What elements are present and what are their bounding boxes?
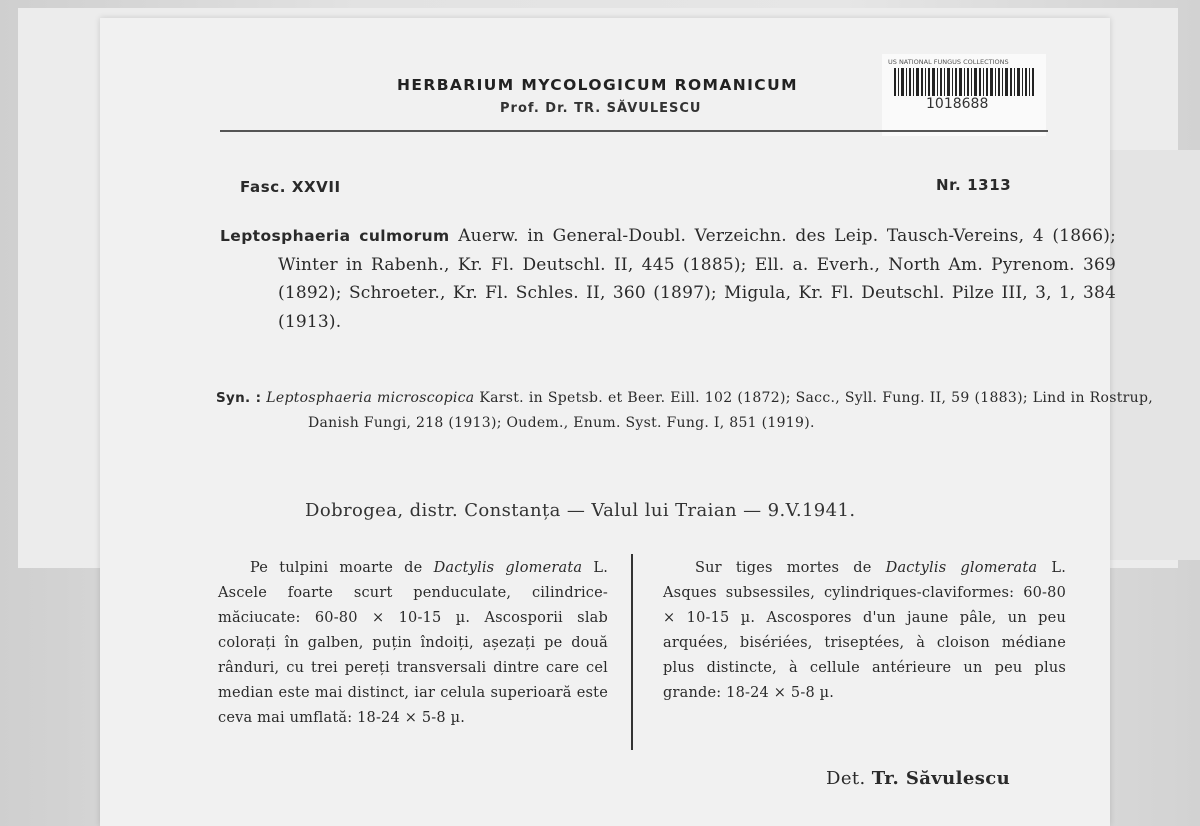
barcode-label (882, 54, 1046, 136)
species-citation-block (220, 222, 1116, 336)
envelope-flap (1100, 150, 1200, 560)
species-name: Leptosphaeria culmorum (220, 227, 450, 245)
fr-host-prefix: Sur tiges mortes de (695, 560, 872, 576)
exsiccata-number: Nr. 1313 (936, 176, 1012, 194)
ro-description-text: Ascele foarte scurt penduculate, cilindrice-măciucate: 60-80 × 10-15 µ. Ascosporii slab colorați în galben, puțin îndoiți, așezați pe două rânduri, cu trei pereți transversali dintre care cel median este mai distinct, iar celula superioară este ceva mai umflată: 18-24 × 5-8 µ. (218, 585, 608, 726)
determiner-prefix: Det. (826, 768, 866, 789)
synonym-citation: Karst. in Spetsb. et Beer. Eill. 102 (1872); Sacc., Syll. Fung. II, 59 (1883); Lind in Rostrup, Danish Fungi, 218 (1913); Oudem., Enum. Syst. Fung. I, 851 (1919). (308, 390, 1153, 431)
herbarium-title: HERBARIUM MYCOLOGICUM ROMANICUM (397, 76, 798, 94)
barcode-number: 1018688 (926, 96, 989, 112)
ro-host-author: L. (593, 560, 609, 576)
ro-host-prefix: Pe tulpini moarte de (250, 560, 423, 576)
determiner-name: Tr. Săvulescu (871, 768, 1011, 789)
column-divider (631, 554, 633, 750)
specimen-label (100, 18, 1153, 826)
fr-description-text: Asques subsessiles, cylindriques-claviformes: 60-80 × 10-15 µ. Ascospores d'un jaune pâle, un peu arquées, bisériées, triseptées, à cloison médiane plus distincte, à cellule antérieure un peu plus grande: 18-24 × 5-8 µ. (663, 585, 1066, 701)
species-citation: Auerw. in General-Doubl. Verzeichn. des Leip. Tausch-Vereins, 4 (1866); Winter in Rabenh., Kr. Fl. Deutschl. II, 445 (1885); Ell. a. Everh., North Am. Pyrenom. 369 (1892); Schroeter., Kr. Fl. Schles. II, 360 (1897); Migula, Kr. Fl. Deutschl. Pilze III, 3, 1, 384 (1913). (278, 226, 1116, 332)
barcode-caption: US NATIONAL FUNGUS COLLECTIONS (888, 58, 1009, 66)
barcode-icon (894, 68, 1034, 96)
synonym-name: Leptosphaeria microscopica (266, 390, 475, 406)
herbarium-subtitle: Prof. Dr. TR. SĂVULESCU (500, 101, 702, 116)
fascicle-number: Fasc. XXVII (240, 178, 341, 196)
synonym-label: Syn. : (216, 390, 262, 406)
synonym-block (216, 386, 1153, 436)
description-french (663, 556, 1066, 706)
ro-host-name: Dactylis glomerata (433, 560, 583, 576)
determiner-line (826, 768, 1010, 789)
fr-host-name: Dactylis glomerata (885, 560, 1038, 576)
collection-locality: Dobrogea, distr. Constanța — Valul lui Traian — 9.V.1941. (305, 500, 856, 521)
header-rule (220, 130, 1048, 132)
description-romanian (218, 556, 608, 731)
fr-host-author: L. (1051, 560, 1067, 576)
